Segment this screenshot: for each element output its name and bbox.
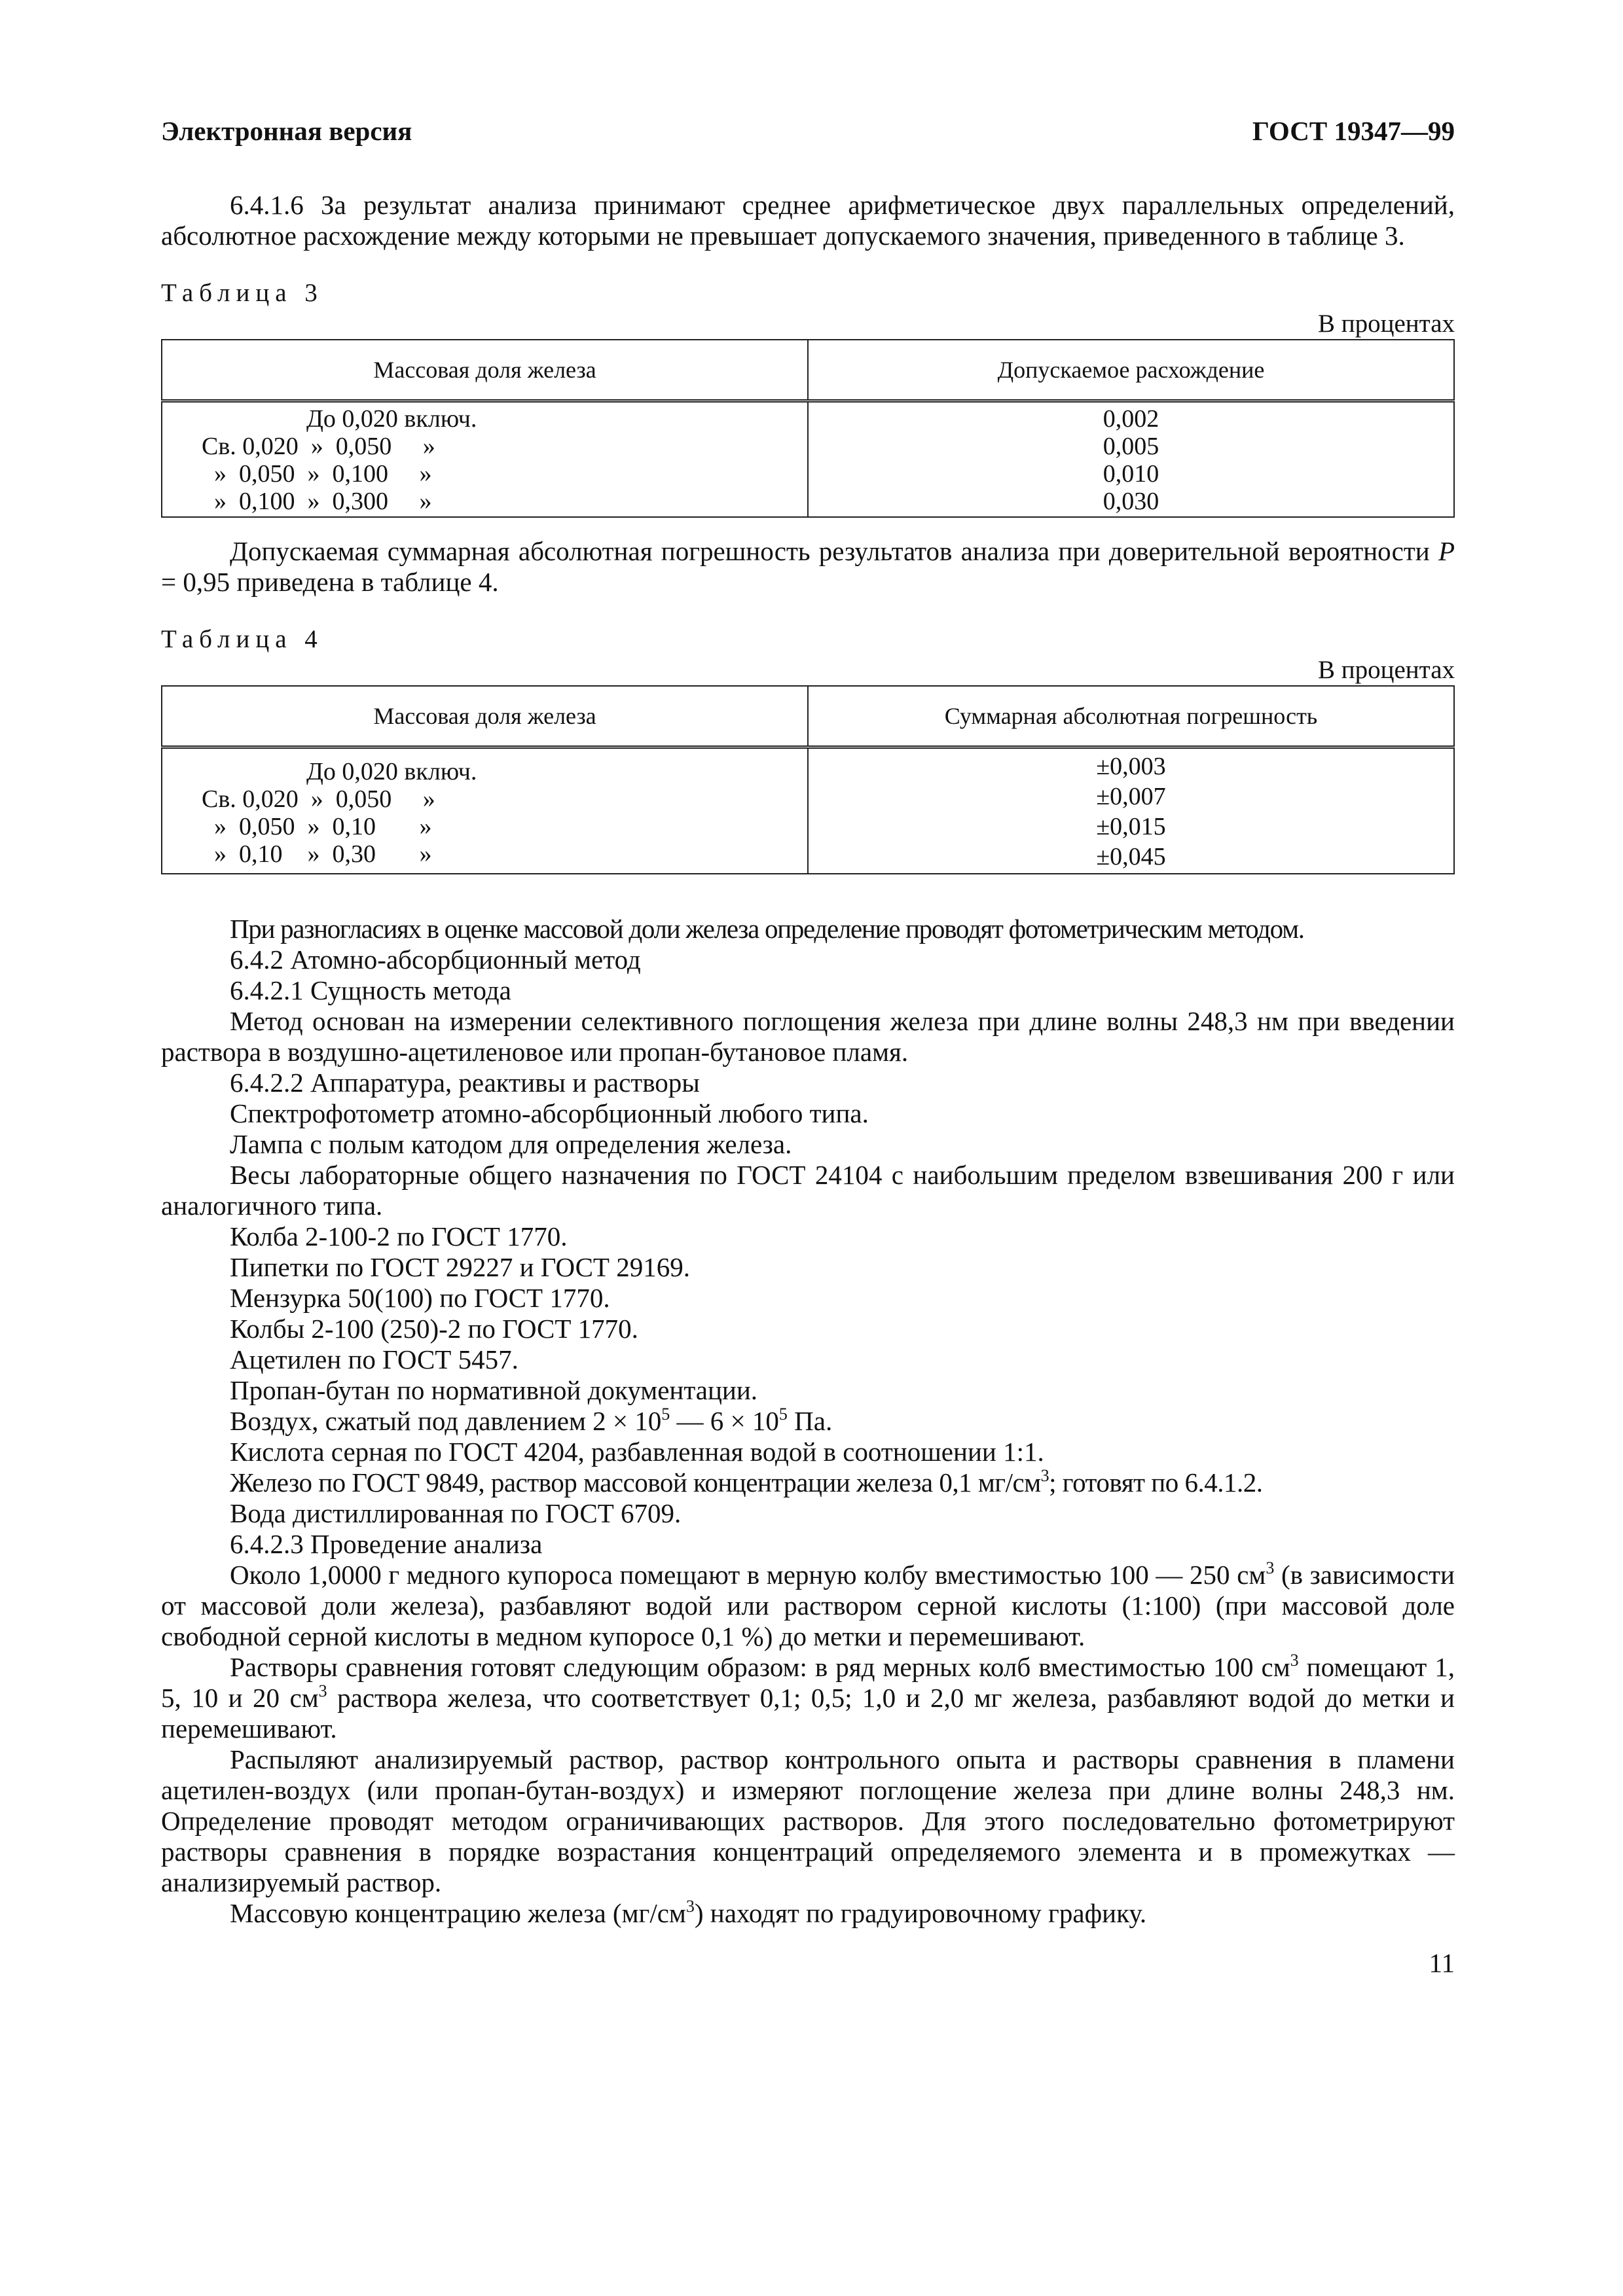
table3-cell: » 0,100 » 0,300 »: [202, 488, 432, 515]
table3-col1: [162, 401, 808, 518]
item-flask: Колба 2-100-2 по ГОСТ 1770.: [230, 1221, 568, 1251]
item-sulfuric-acid: Кислота серная по ГОСТ 4204, разбавленная водой в соотношении 1:1.: [230, 1437, 1044, 1467]
header-standard-number: ГОСТ 19347—99: [1252, 116, 1455, 146]
table3-col2: [808, 401, 1454, 518]
section-6-4-2-1-heading: 6.4.2.1 Сущность метода: [230, 975, 511, 1005]
table4-col1: [162, 747, 808, 874]
paragraph-spraying: Распыляют анализируемый раствор, раствор контрольного опыта и растворы сравнения в пламени ацетилен-воздух (или пропан-бутан-воздух) и измеряют поглощение железа при длине волны 248,3 нм. Определение проводят методом ограничивающих растворов. Для этого последовательно фотометрируют растворы сравнения в порядке возрастания концентраций определяемого элемента и в промежутках — анализируемый раствор.: [161, 1744, 1455, 1897]
table3-cell: Св. 0,020 » 0,050 »: [202, 433, 435, 460]
table4-col2: [808, 747, 1454, 874]
item-distilled-water: Вода дистиллированная по ГОСТ 6709.: [230, 1498, 682, 1528]
paragraph-method-principle: Метод основан на измерении селективного поглощения железа при длине волны 248,3 нм при введении раствора в воздушно-ацетиленовое или пропан-бутановое пламя.: [161, 1006, 1455, 1067]
paragraph-sample-prep: Около 1,0000 г медного купороса помещают в мерную колбу вместимостью 100 — 250 $см^3$ (в зависимости от массовой доли железа), разбавляют водой или раствором серной кислоты (1:100) (при массовой доле свободной серной кислоты в медном купоросе 0,1 %) до метки и перемешивают.: [161, 1558, 1455, 1651]
table3-cell: 0,005: [1103, 433, 1159, 460]
table4-header-total-error: Суммарная абсолютная погрешность: [808, 686, 1454, 747]
paragraph-6-4-1-6: 6.4.1.6 За результат анализа принимают среднее арифметическое двух параллельных определений, абсолютное расхождение между которыми не превышает допускаемого значения, приведенного в таблице 3.: [161, 190, 1455, 251]
page-header: [161, 111, 1455, 151]
table3-cell: » 0,050 » 0,100 »: [202, 460, 432, 488]
table3-caption: Таблица 3: [161, 279, 323, 307]
item-air: Воздух, сжатый под давлением $2 \times 10^5$ — $6 \times 10^5$ Па.: [230, 1405, 833, 1436]
table4-cell: ±0,007: [1096, 783, 1166, 810]
item-scales: Весы лабораторные общего назначения по ГОСТ 24104 с наибольшим пределом взвешивания 200 г или аналогичного типа.: [161, 1160, 1455, 1221]
section-6-4-2-3-heading: 6.4.2.3 Проведение анализа: [230, 1529, 543, 1559]
paragraph-disputes: При разногласиях в оценке массовой доли железа определение проводят фотометрическим методом.: [230, 914, 1304, 944]
item-acetylene: Ацетилен по ГОСТ 5457.: [230, 1344, 519, 1374]
item-flasks: Колбы 2-100 (250)-2 по ГОСТ 1770.: [230, 1314, 638, 1344]
body-text: [161, 914, 1455, 1929]
item-propane-butane: Пропан-бутан по нормативной документации.: [230, 1375, 758, 1405]
table3-cell: До 0,020 включ.: [306, 405, 477, 433]
table3-unit: В процентах: [1317, 310, 1455, 338]
table3: [161, 339, 1455, 518]
table4-header-mass-fraction: Массовая доля железа: [162, 686, 808, 747]
table4-cell: ±0,045: [1096, 843, 1166, 870]
table3-cell: 0,010: [1103, 460, 1159, 488]
paragraph-reference-solutions: Растворы сравнения готовят следующим образом: в ряд мерных колб вместимостью 100 $см^3$ помещают 1, 5, 10 и 20 $см^3$ раствора железа, что соответствует 0,1; 0,5; 1,0 и 2,0 мг железа, разбавляют водой до метки и перемешивают.: [161, 1651, 1455, 1744]
table4-cell: ±0,003: [1096, 753, 1166, 780]
table4-cell: ±0,015: [1096, 813, 1166, 840]
table4-caption: Таблица 4: [161, 625, 323, 653]
item-spectrophotometer: Спектрофотометр атомно-абсорбционный любого типа.: [230, 1098, 869, 1128]
table3-header-tolerance: Допускаемое расхождение: [808, 340, 1454, 401]
item-measuring-cylinder: Мензурка 50(100) по ГОСТ 1770.: [230, 1283, 610, 1313]
page-number: 11: [1429, 1948, 1455, 1978]
table4-unit: В процентах: [1317, 656, 1455, 684]
paragraph-total-error: Допускаемая суммарная абсолютная погрешность результатов анализа при доверительной вероятности P = 0,95 приведена в таблице 4.: [161, 536, 1455, 597]
section-6-4-2-2-heading: 6.4.2.2 Аппаратура, реактивы и растворы: [230, 1067, 700, 1098]
document-page: [161, 111, 1455, 1980]
item-iron-solution: Железо по ГОСТ 9849, раствор массовой концентрации железа 0,1 $мг/см^3$; готовят по 6.4.1.2.: [230, 1466, 1263, 1498]
item-lamp: Лампа с полым катодом для определения железа.: [230, 1129, 792, 1159]
header-edition-label: Электронная версия: [161, 116, 412, 146]
item-pipettes: Пипетки по ГОСТ 29227 и ГОСТ 29169.: [230, 1252, 690, 1282]
table3-cell: 0,030: [1103, 488, 1159, 515]
table4-cell: » 0,10 » 0,30 »: [202, 840, 432, 868]
table4: [161, 685, 1455, 874]
table3-header-mass-fraction: Массовая доля железа: [162, 340, 808, 401]
table4-cell: » 0,050 » 0,10 »: [202, 813, 432, 840]
section-6-4-2-heading: 6.4.2 Атомно-абсорбционный метод: [230, 944, 641, 975]
table4-cell: До 0,020 включ.: [306, 758, 477, 785]
table3-cell: 0,002: [1103, 405, 1159, 433]
table4-cell: Св. 0,020 » 0,050 »: [202, 785, 435, 813]
paragraph-mass-concentration: Массовую концентрацию железа $(мг/см^3)$ находят по градуировочному графику.: [230, 1897, 1147, 1928]
